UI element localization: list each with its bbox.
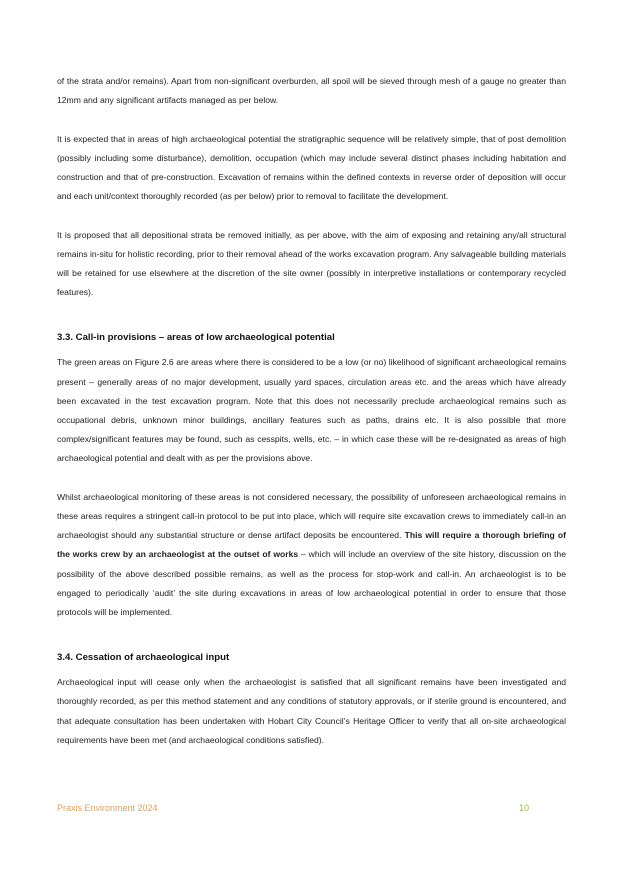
paragraph-spoil-sieving: of the strata and/or remains). Apart from non-significant overburden, all spoil will be sieved through mesh of a gauge no greater than 12mm and any significant artifacts managed as per below. bbox=[57, 76, 566, 106]
monitoring-text-start: Whilst archaeological monitoring of these areas is not considered necessary, the possibility of unforeseen archaeological remains in these areas requires a stringent call-in protocol to be put into place, which will require site excavation crews to immediately call-in an archaeologist should any substantial structure or dense artifact deposits be encountered. bbox=[57, 491, 566, 541]
footer-page-number: 10 bbox=[519, 803, 530, 813]
section-heading-cessation: 3.4. Cessation of archaeological input bbox=[57, 652, 230, 664]
paragraph-stratigraphic-sequence: It is expected that in areas of high archaeological potential the stratigraphic sequence will be relatively simple, that of post demolition (possibly including some disturbance), demolition, occupation (which may include several distinct phases including habitation and construction and that of pre-construction. Excavation of remains within the defined contexts in reverse order of deposition will occur and each unit/context thoroughly recorded (as per below) prior to removal to facilitate the development. bbox=[57, 133, 566, 202]
paragraph-depositional-strata: It is proposed that all depositional strata be removed initially, as per above, with the aim of exposing and retaining any/all structural remains in-situ for holistic recording, prior to their removal ahead of the works excavation program. Any salvageable building materials will be retained for use elsewhere at the discretion of the site owner (possibly in interpretive installations or contemporary recycled features). bbox=[57, 229, 566, 298]
page-content bbox=[57, 72, 566, 750]
footer-company-name: Praxis Environment 2024 bbox=[57, 803, 158, 813]
monitoring-bold-text: This will require a thorough briefing of the works crew by an archaeologist at the outset of works bbox=[57, 530, 566, 560]
monitoring-text-end: – which will include an overview of the site history, discussion on the possibility of the above described possible remains, as well as the process for stop-work and call-in. An archaeologist is to be engaged to periodically ‘audit’ the site during excavations in areas of low archaeological potential in order to ensure that those protocols will be implemented. bbox=[57, 549, 566, 618]
paragraph-green-areas: The green areas on Figure 2.6 are areas where there is considered to be a low (or no) likelihood of significant archaeological remains present – generally areas of no major development, usually yard spaces, circulation areas etc. and the areas which have already been excavated in the test excavation program. Note that this does not necessarily preclude archaeological remains such as occupational debris, unknown minor buildings, ancillary features such as paths, drains etc. It is also possible that more complex/significant features may be found, such as cesspits, wells, etc. – in which case these will be re-designated as areas of high archaeological potential and dealt with as per the provisions above. bbox=[57, 357, 566, 464]
section-heading-call-in-provisions: 3.3. Call-in provisions – areas of low archaeological potential bbox=[57, 332, 335, 344]
paragraph-monitoring bbox=[57, 488, 566, 622]
paragraph-cessation: Archaeological input will cease only when the archaeologist is satisfied that all significant remains have been investigated and thoroughly recorded, as per this method statement and any conditions of statutory approvals, or if sterile ground is encountered, and that adequate consultation has been undertaken with Hobart City Council’s Heritage Officer to verify that all on-site archaeological requirements have been met (and archaeological conditions satisfied). bbox=[57, 677, 566, 745]
